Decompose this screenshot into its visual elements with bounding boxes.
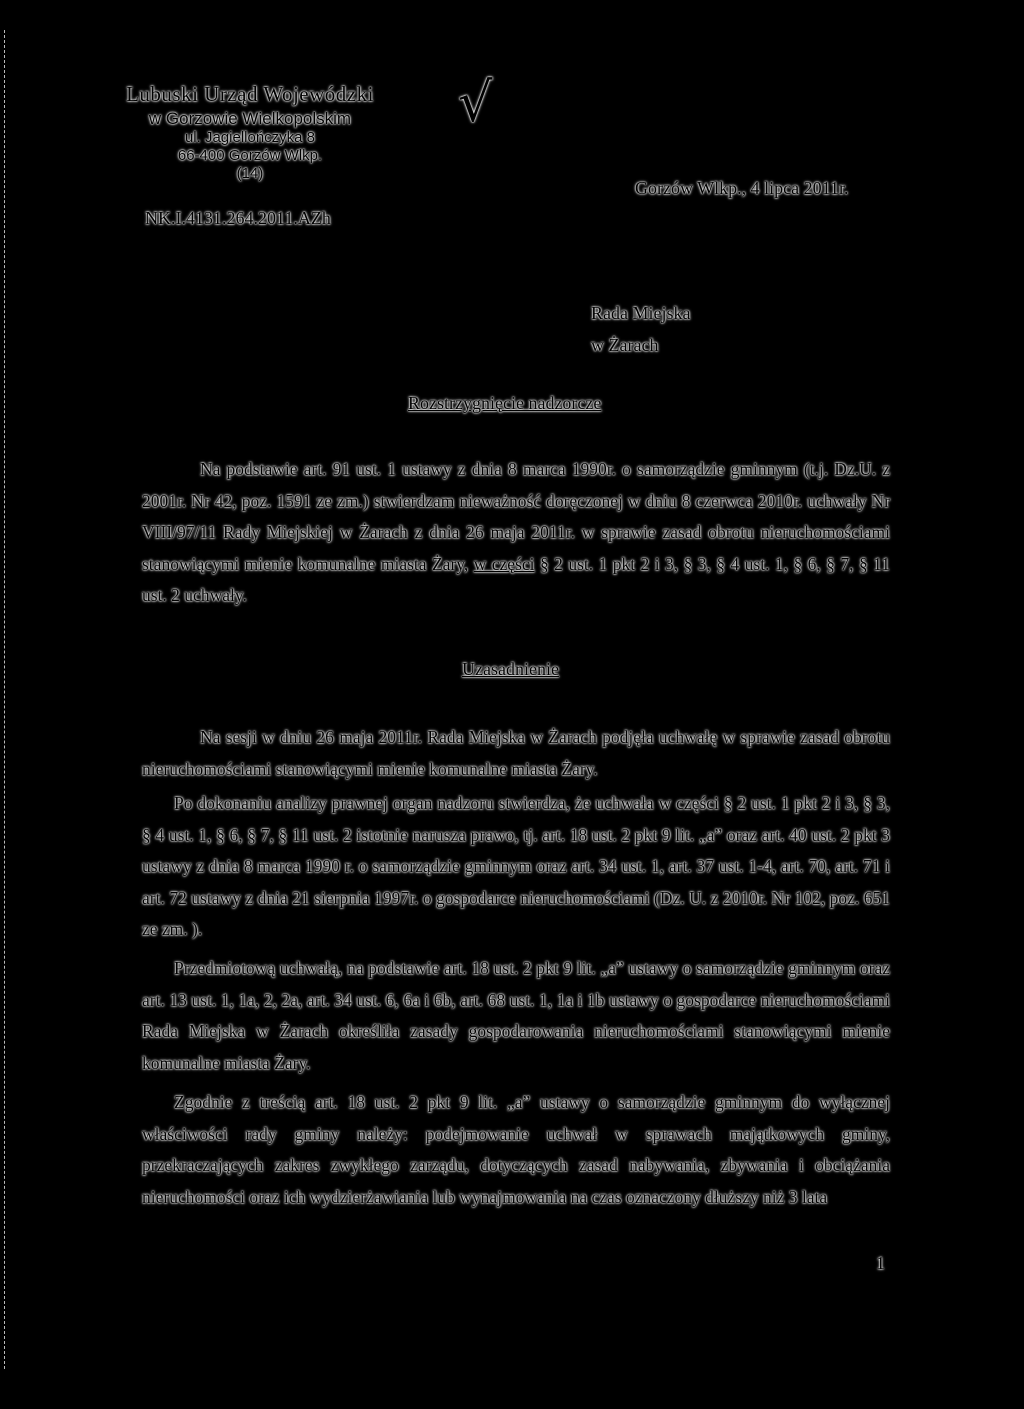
stamp-line-4: 66-400 Gorzów Wlkp. [177,147,323,164]
justification-paragraph-3: Przedmiotową uchwałą, na podstawie art. 18 ust. 2 pkt 9 lit. „a” ustawy o samorządzie gminnym oraz art. 13 ust. 1, 1a, 2, 2a, art. 34 ust. 6, 6a i 6b, art. 68 ust. 1, 1a i 1b ustawy o gospodarce nieruchomościami Rada Miejska w Żarach określiła zasady gospodarowania nieruchomościami stanowiącymi mienie komunalne miasta Żary. [142,958,890,1073]
check-mark: √ [458,71,493,134]
justification-paragraph-4: Zgodnie z treścią art. 18 ust. 2 pkt 9 lit. „a” ustawy o samorządzie gminnym do wyłącznej właściwości rady gminy należy: podejmowanie uchwał w sprawach majątkowych gminy, przekraczających zakres zwykłego zarządu, dotyczących zasad nabywania, zbywania i obciążania nieruchomości oraz ich wydzierżawiania lub wynajmowania na czas oznaczony dłuższy niż 3 lata [142,1092,890,1207]
office-stamp [125,82,375,183]
justification-paragraph-1: Na sesji w dniu 26 maja 2011r. Rada Miejska w Żarach podjęła uchwałę w sprawie zasad obrotu nieruchomościami stanowiącymi mienie komunalne miasta Żary. [142,727,890,779]
decision-scope: § 2 ust. 1 pkt 2 i 3, § 3, § 4 ust. 1, § 6, § 7, § 11 ust. 2 uchwały. [142,553,890,605]
justification-heading: Uzasadnienie [462,659,559,679]
recipient-line-1: Rada Miejska [591,303,691,323]
recipient-line-2: w Żarach [591,335,659,355]
decision-text: Na podstawie art. 91 ust. 1 ustawy z dnia 8 marca 1990r. o samorządzie gminnym (t.j. Dz.U. z 2001r. Nr 42, poz. 1591 ze zm.) stwierdzam nieważność doręczonej w dniu 8 czerwca 2010r. uchwały Nr VIII/97/11 Rady Miejskiej w Żarach z dnia 26 maja 2011r. w sprawie zasad obrotu nieruchomościami stanowiącymi mienie komunalne miasta Żary, [142,459,890,574]
stamp-line-1: Lubuski Urząd Wojewódzki [126,82,374,106]
stamp-line-3: ul. Jagiellończyka 8 [184,129,316,146]
recipient [591,297,690,361]
scan-edge [4,30,5,1369]
place-date: Gorzów Wlkp., 4 lipca 2011r. [635,178,849,198]
page-number: 1 [876,1253,885,1273]
justification-paragraph-2: Po dokonaniu analizy prawnej organ nadzoru stwierdza, że uchwała w części § 2 ust. 1 pkt 2 i 3, § 3, § 4 ust. 1, § 6, § 7, § 11 ust. 2 istotnie narusza prawo, tj. art. 18 ust. 2 pkt 9 lit. „a” oraz art. 40 ust. 2 pkt 3 ustawy z dnia 8 marca 1990 r. o samorządzie gminnym oraz art. 34 ust. 1, art. 37 ust. 1-4, art. 70, art. 71 i art. 72 ustawy z dnia 21 sierpnia 1997r. o gospodarce nieruchomościami (Dz. U. z 2010r. Nr 102, poz. 651 ze zm. ). [142,793,890,939]
decision-paragraph [142,454,890,612]
document-title: Rozstrzygnięcie nadzorcze [408,393,602,413]
case-reference: NK.I.4131.264.2011.AZh [145,208,331,228]
stamp-line-2: w Gorzowie Wielkopolskim [148,109,352,128]
stamp-line-5: (14) [236,165,264,182]
decision-scope-label: w części [473,553,535,574]
